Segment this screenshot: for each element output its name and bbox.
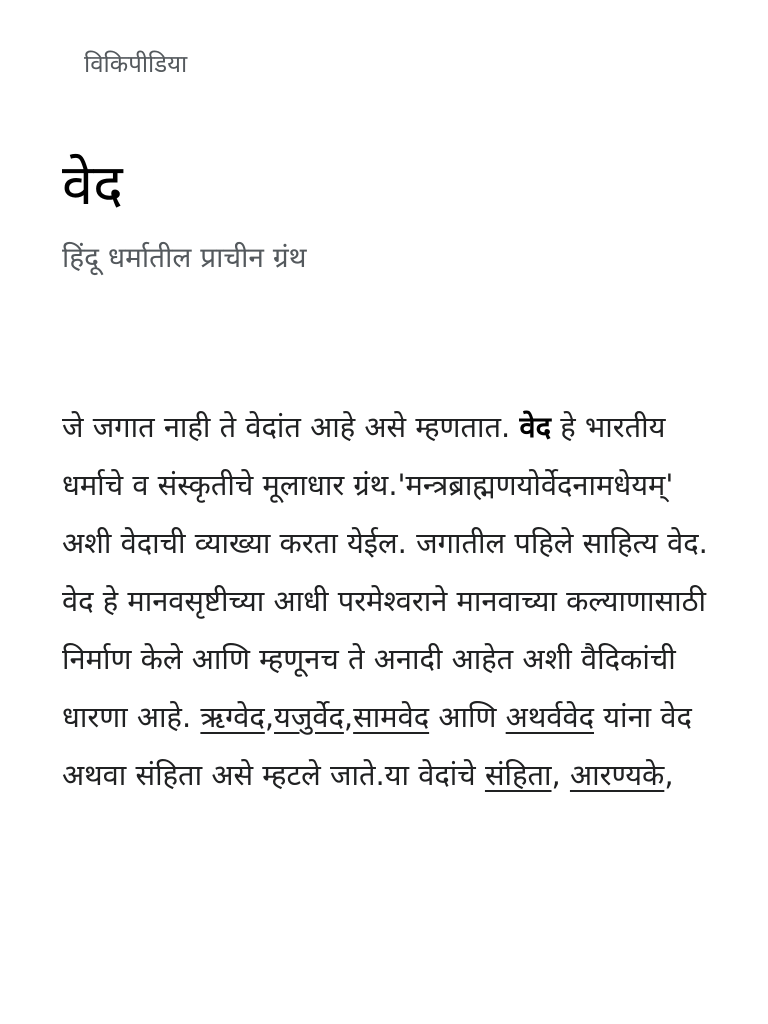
link-rigveda[interactable]: ऋग्वेद <box>200 700 265 734</box>
text-and: आणि <box>429 700 506 734</box>
intro-text-2: हे भारतीय धर्माचे व संस्कृतीचे मूलाधार ग्रंथ.'मन्त्रब्राह्मणयोर्वेदनामधेयम्' अशी वेदाची व्याख्या करता येईल. जगातील पहिले साहित्य वेद. वेद हे मानवसृष्टीच्या आधी परमेश्वराने मानवाच्या कल्याणासाठी निर्माण केले आणि म्हणूनच ते अनादी आहेत अशी वैदिकांची धारणा आहे. <box>62 410 708 734</box>
article-intro-paragraph <box>62 398 722 804</box>
comma-separator: , <box>264 700 275 734</box>
comma-separator: , <box>343 700 354 734</box>
link-samhita[interactable]: संहिता <box>484 758 552 792</box>
comma-space: , <box>551 758 570 792</box>
link-aranyake[interactable]: आरण्यके <box>569 758 665 792</box>
page-description: हिंदू धर्मातील प्राचीन ग्रंथ <box>62 241 307 274</box>
page-title: वेद <box>62 153 123 218</box>
wikipedia-wordmark[interactable]: विकिपीडिया <box>84 50 188 78</box>
link-yajurveda[interactable]: यजुर्वेद <box>274 700 344 734</box>
text-after-atharva: यांना वेद अथवा संहिता असे म्हटले जाते.या वेदांचे <box>62 700 692 792</box>
link-atharvaveda[interactable]: अथर्ववेद <box>505 700 595 734</box>
comma-separator: , <box>664 758 674 792</box>
link-samaveda[interactable]: सामवेद <box>353 700 430 734</box>
bold-term: वेद <box>519 410 552 444</box>
intro-text-1: जे जगात नाही ते वेदांत आहे असे म्हणतात. <box>62 410 520 444</box>
